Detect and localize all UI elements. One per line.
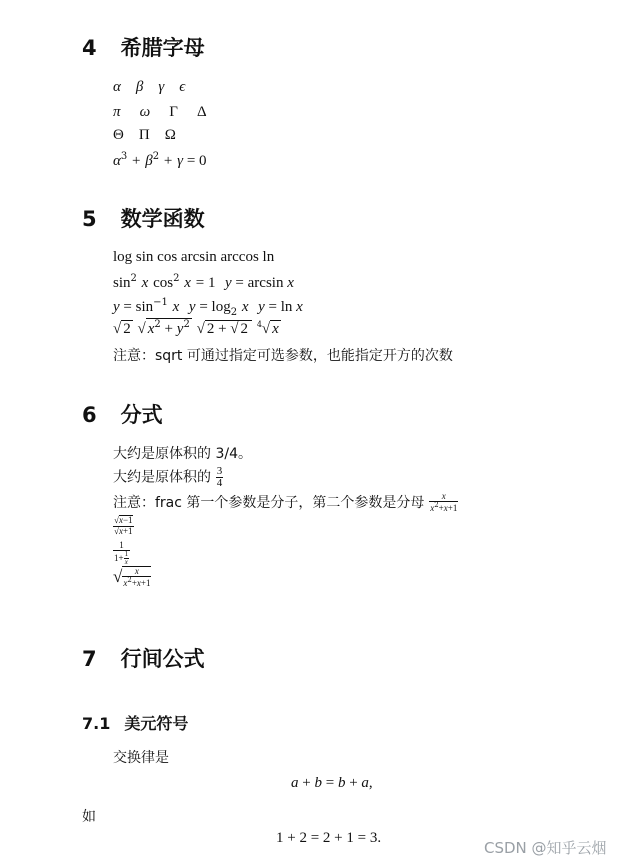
- display-example-label: 如: [82, 809, 96, 825]
- inverse-log-equations: $y = \sin^{-1} x$ $y = \log_2 x$ y = ln x: [113, 297, 303, 318]
- section-5-title: 数学函数: [120, 207, 205, 231]
- section-5-heading: 5 数学函数: [82, 207, 205, 231]
- frac-note: 注意：frac 第一个参数是分子，第二个参数是分母 $\frac{x}{x^2+x+1}$: [113, 491, 458, 513]
- fraction-x-over-poly: $\frac{x}{x^2+x+1}$: [430, 491, 458, 513]
- sqrt-note: 注意：sqrt 可通过指定可选参数，也能指定开方的次数: [113, 348, 453, 364]
- greek-row-3: Θ Π Ω: [113, 127, 176, 143]
- fraction-3-4: $\frac{3}{4}$: [216, 465, 223, 489]
- section-6-heading: 6 分式: [82, 403, 163, 427]
- display-intro: 交换律是: [113, 750, 169, 766]
- sqrt-2: √ 2: [113, 321, 131, 337]
- trig-equation: $\sin^2 x$ $\cos^2 x = 1$ y = arcsin x: [113, 273, 294, 291]
- display-equation-1: a + b = b + a,: [291, 775, 373, 791]
- subsection-7-1-heading: 7.1 美元符号: [82, 714, 189, 733]
- greek-row-2: π ω Γ Δ: [113, 104, 207, 120]
- function-names: log sin cos arcsin arccos ln: [113, 249, 275, 265]
- csdn-watermark: CSDN @知乎云烟: [484, 839, 607, 857]
- section-6-title: 分式: [120, 403, 163, 427]
- sqrt-fraction: √ $\frac{x}{x^2+x+1}$: [113, 566, 151, 588]
- section-4-heading: 4 希腊字母: [82, 36, 205, 60]
- subsection-7-1-title: 美元符号: [124, 714, 189, 733]
- section-7-heading: 7 行间公式: [82, 647, 205, 671]
- fraction-text-inline: 大约是原体积的 3/4。: [113, 446, 252, 462]
- fraction-continued: 1 1+ $\frac{1}{x}$: [114, 540, 129, 566]
- sqrt-x2-y2: √ $x^2 + y^2$: [137, 319, 190, 337]
- fraction-sqrt-ratio: $\frac{√x-1}{√x+1}$: [114, 515, 133, 536]
- section-7-title: 行间公式: [120, 647, 205, 671]
- display-equation-2: 1 + 2 = 2 + 1 = 3.: [276, 830, 382, 846]
- fraction-frac-inline: 大约是原体积的 $\frac{3}{4}$: [113, 465, 223, 489]
- greek-equation: $\alpha^3 + \beta^2 + \gamma = 0$: [113, 151, 207, 169]
- sqrt-examples: [113, 319, 281, 338]
- fourth-root-x: $^4$√ x: [256, 320, 279, 337]
- sqrt-nested: √ 2 + √ 2: [197, 319, 252, 338]
- section-4-title: 希腊字母: [120, 36, 205, 60]
- greek-row-1: α β γ ϵ: [113, 79, 186, 95]
